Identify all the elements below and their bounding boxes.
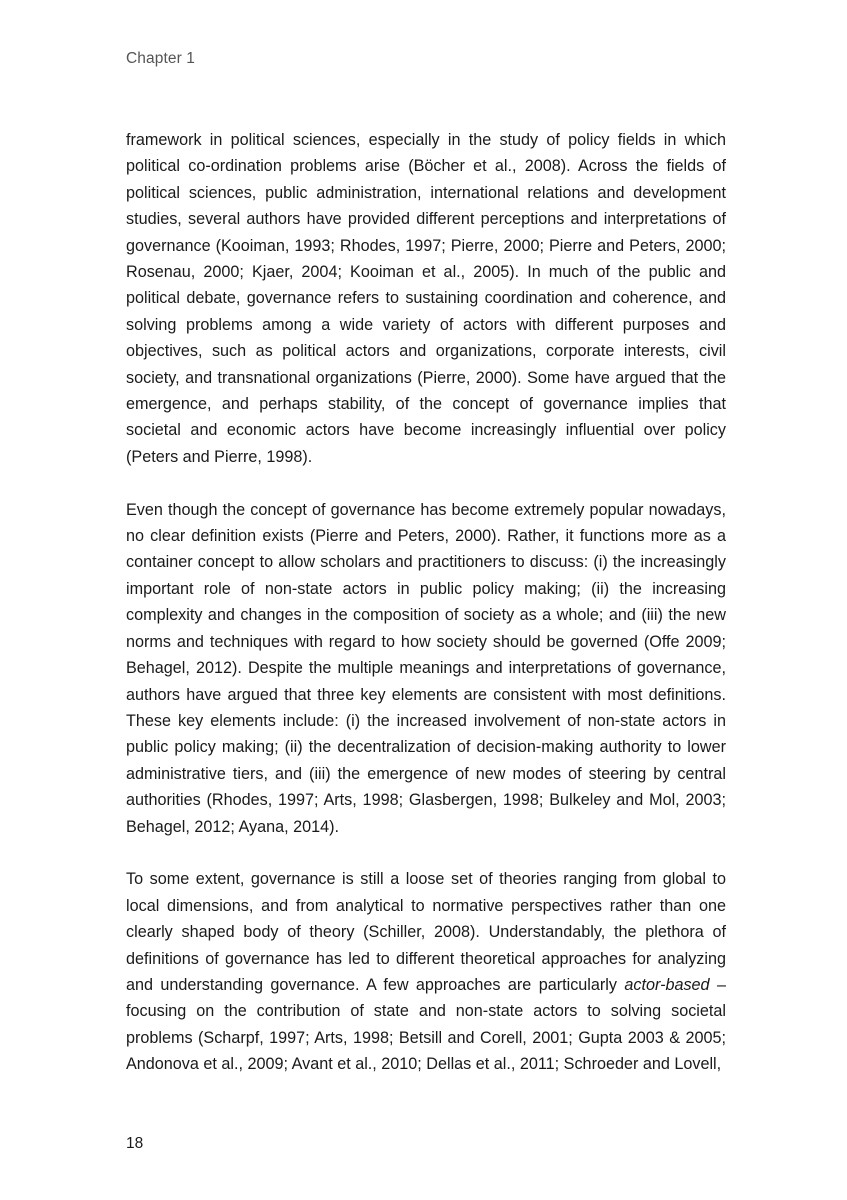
paragraph-3-text-after: – focusing on the contribution of state and non-state actors to solving societal problems (Scharpf, 1997; Arts, 1998; Betsill and Corell, 2001; Gupta 2003 & 2005; Andonova et al., 2009; Avant et al., 2010; Dellas et al., 2011; Schroeder and Lovell, [126,975,726,1074]
paragraph-1: framework in political sciences, especially in the study of policy fields in which political co-ordination problems arise (Böcher et al., 2008). Across the fields of political sciences, public administration, international relations and development studies, several authors have provided different perceptions and interpretations of governance (Kooiman, 1993; Rhodes, 1997; Pierre, 2000; Pierre and Peters, 2000; Rosenau, 2000; Kjaer, 2004; Kooiman et al., 2005). In much of the public and political debate, governance refers to sustaining coordination and coherence, and solving problems among a wide variety of actors with different purposes and objectives, such as political actors and organizations, corporate interests, civil society, and transnational organizations (Pierre, 2000). Some have argued that the emergence, and perhaps stability, of the concept of governance implies that societal and economic actors have become increasingly influential over policy (Peters and Pierre, 1998). [126,131,726,466]
paragraph-3 [126,866,726,1077]
running-header: Chapter 1 [126,50,195,67]
paragraph-2: Even though the concept of governance has become extremely popular nowadays, no clear definition exists (Pierre and Peters, 2000). Rather, it functions more as a container concept to allow scholars and practitioners to discuss: (i) the increasingly important role of non-state actors in public policy making; (ii) the increasing complexity and changes in the composition of society as a whole; and (iii) the new norms and techniques with regard to how society should be governed (Offe 2009; Behagel, 2012). Despite the multiple meanings and interpretations of governance, authors have argued that three key elements are consistent with most definitions. These key elements include: (i) the increased involvement of non-state actors in public policy making; (ii) the decentralization of decision-making authority to lower administrative tiers, and (iii) the emergence of new modes of steering by central authorities (Rhodes, 1997; Arts, 1998; Glasbergen, 1998; Bulkeley and Mol, 2003; Behagel, 2012; Ayana, 2014). [126,500,726,836]
paragraph-3-text-before: To some extent, governance is still a loose set of theories ranging from global to local dimensions, and from analytical to normative perspectives rather than one clearly shaped body of theory (Schiller, 2008). Understandably, the plethora of definitions of governance has led to different theoretical approaches for analyzing and understanding governance. A few approaches are particularly [126,870,726,994]
paragraph-3-emphasis: actor-based [624,975,710,994]
body-text [126,127,726,1078]
page-number: 18 [126,1135,144,1152]
